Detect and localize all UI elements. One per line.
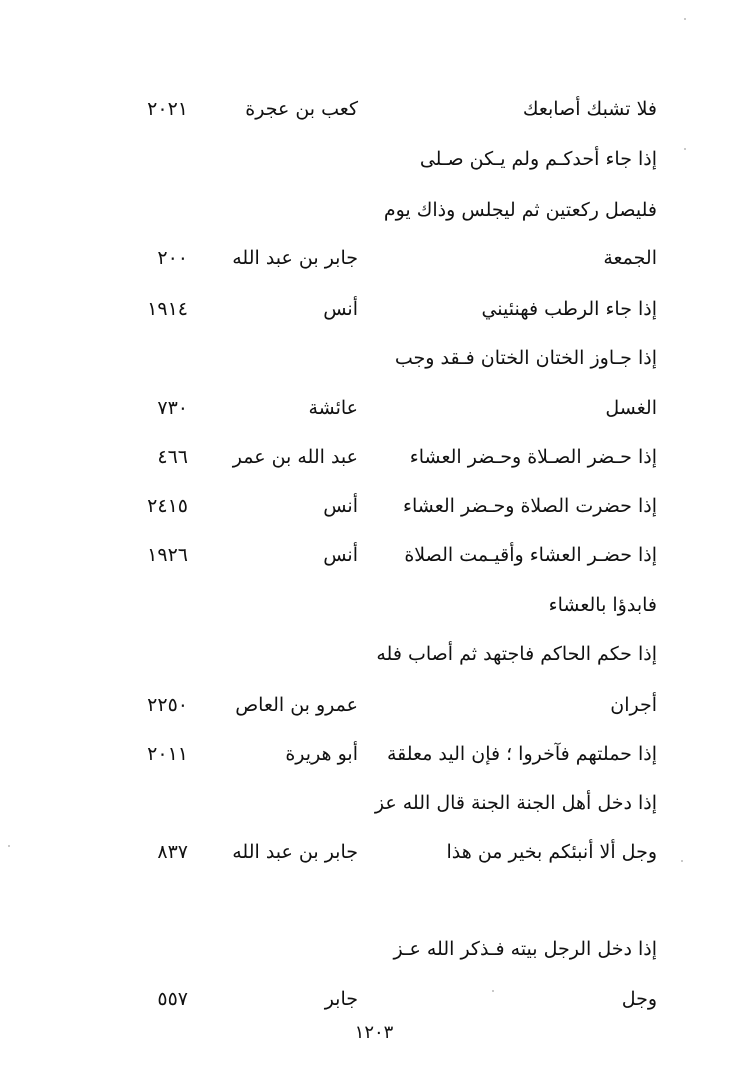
entry-narrator: عائشة xyxy=(308,397,358,419)
entry-number: ٢٠٠ xyxy=(157,247,188,269)
entry-narrator: جابر xyxy=(324,988,358,1010)
entry-text: الغسل xyxy=(605,397,657,419)
entry-number: ١٩١٤ xyxy=(147,298,188,320)
index-entry xyxy=(0,443,748,483)
entry-narrator: أنس xyxy=(323,544,358,566)
entry-narrator: عمرو بن العاص xyxy=(235,694,358,716)
entry-number: ٨٣٧ xyxy=(157,841,188,863)
entry-text: وجل xyxy=(621,988,657,1010)
index-entry xyxy=(0,740,748,780)
entry-narrator: أنس xyxy=(323,495,358,517)
entry-text: إذا حضـر العشاء وأقيـمت الصلاة xyxy=(404,544,657,566)
index-entry xyxy=(0,541,748,581)
index-entry xyxy=(0,591,748,631)
entry-text: فابدؤا بالعشاء xyxy=(548,594,657,616)
index-entry xyxy=(0,244,748,284)
entry-number: ٢٤١٥ xyxy=(147,495,188,517)
scan-speck xyxy=(8,845,10,847)
entry-text: إذا دخل الرجل بيته فـذكر الله عـز xyxy=(393,938,657,960)
index-entry xyxy=(0,985,748,1025)
scan-speck xyxy=(492,990,494,992)
entry-number: ٤٦٦ xyxy=(157,446,188,468)
index-entry xyxy=(0,394,748,434)
scan-speck xyxy=(681,860,683,862)
entry-text: الجمعة xyxy=(603,247,657,269)
entry-text: إذا حملتهم فآخروا ؛ فإن اليد معلقة xyxy=(386,743,657,765)
index-entry xyxy=(0,295,748,335)
page-number: ١٢٠٣ xyxy=(354,1022,394,1043)
entry-number: ٥٥٧ xyxy=(157,988,188,1010)
index-entry xyxy=(0,640,748,680)
entry-text: إذا جـاوز الختان الختان فـقد وجب xyxy=(394,347,657,369)
entry-narrator: جابر بن عبد الله xyxy=(232,247,358,269)
index-entry xyxy=(0,935,748,975)
index-entry xyxy=(0,145,748,185)
index-entry xyxy=(0,95,748,135)
entry-narrator: أنس xyxy=(323,298,358,320)
scan-speck xyxy=(684,18,686,20)
entry-number: ٢٠١١ xyxy=(147,743,188,765)
entry-text: فليصل ركعتين ثم ليجلس وذاك يوم xyxy=(383,199,657,221)
entry-narrator: جابر بن عبد الله xyxy=(232,841,358,863)
entry-text: وجل ألا أنبئكم بخير من هذا xyxy=(446,841,657,863)
entry-text: أجران xyxy=(610,694,657,716)
index-entry xyxy=(0,196,748,236)
index-entry xyxy=(0,838,748,878)
entry-number: ٧٣٠ xyxy=(157,397,188,419)
index-entry xyxy=(0,789,748,829)
entry-narrator: أبو هريرة xyxy=(285,743,358,765)
entry-text: إذا دخل أهل الجنة الجنة قال الله عز xyxy=(374,792,657,814)
scan-speck xyxy=(684,148,686,150)
entry-text: إذا حضرت الصلاة وحـضر العشاء xyxy=(403,495,657,517)
entry-number: ٢٢٥٠ xyxy=(147,694,188,716)
entry-text: إذا جاء الرطب فهنئيني xyxy=(481,298,657,320)
entry-text: إذا حكم الحاكم فاجتهد ثم أصاب فله xyxy=(376,643,657,665)
index-entry xyxy=(0,691,748,731)
index-entry xyxy=(0,344,748,384)
entry-text: إذا حـضر الصـلاة وحـضر العشاء xyxy=(409,446,657,468)
entry-number: ٢٠٢١ xyxy=(147,98,188,120)
entry-text: فلا تشبك أصابعك xyxy=(522,98,657,120)
entry-narrator: كعب بن عجرة xyxy=(245,98,358,120)
entry-number: ١٩٢٦ xyxy=(147,544,188,566)
index-entry xyxy=(0,492,748,532)
entry-text: إذا جاء أحدكـم ولم يـكن صـلى xyxy=(419,148,657,170)
entry-narrator: عبد الله بن عمر xyxy=(232,446,358,468)
